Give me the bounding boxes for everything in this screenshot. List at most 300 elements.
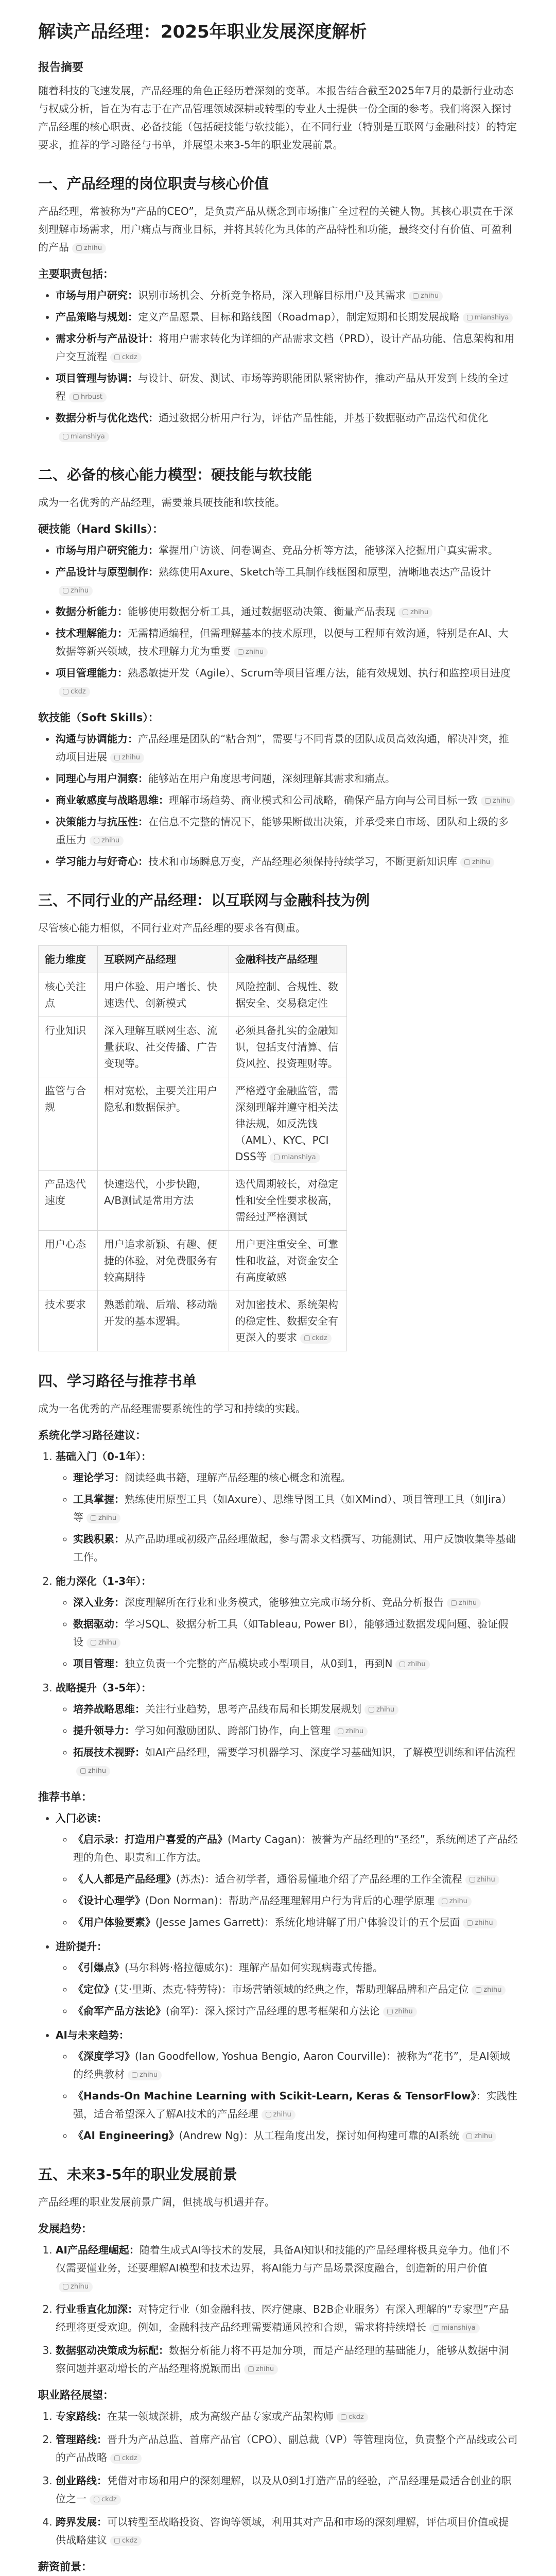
link-icon	[467, 315, 473, 320]
cell-text: 严格遵守金融监管，需深刻理解并遵守相关法律法规，如反洗钱（AML）、KYC、PCI DSS等	[235, 1084, 338, 1163]
item-text: 在信息不完整的情况下，能够果断做出决策，并承受来自市场、团队和上级的多重压力	[56, 816, 509, 846]
trends-list	[38, 2241, 518, 2378]
section-heading-duties: 一、产品经理的岗位职责与核心价值	[38, 175, 269, 192]
stage-item	[73, 1743, 518, 1780]
item-term: 数据分析能力：	[56, 605, 128, 618]
citation-label: ckdz	[71, 687, 86, 696]
stage-item	[73, 1594, 518, 1612]
stage-items	[56, 1469, 518, 1566]
cell-text: 深入理解互联网生态、流量获取、社交传播、广告变现等。	[104, 1024, 217, 1070]
learning-intro: 成为一名优秀的产品经理需要系统性的学习和持续的实践。	[38, 1402, 306, 1415]
table-header-row	[39, 946, 347, 973]
section-heading-industries: 三、不同行业的产品经理：以互联网与金融科技为例	[38, 892, 370, 909]
cell-text: 迭代周期较长，对稳定性和安全性要求极高，需经过严格测试	[235, 1178, 338, 1223]
citation-badge[interactable]	[438, 1896, 472, 1907]
trend-item	[56, 2300, 518, 2336]
citation-badge[interactable]	[69, 392, 107, 402]
soft-skill-item	[56, 791, 518, 809]
link-icon	[114, 2538, 120, 2544]
citation-label: zhihu	[376, 1705, 395, 1714]
book-item	[73, 2047, 518, 2083]
table-row	[39, 1017, 347, 1077]
book-title: 《引爆点》	[73, 1961, 125, 1974]
book-description: (Don Norman)：帮助产品经理理解用户行为背后的心理学原理	[145, 1894, 435, 1907]
item-term: 数据驱动决策成为标配：	[56, 2344, 169, 2357]
citation-label: ckdz	[122, 2454, 137, 2462]
table-cell	[98, 1291, 229, 1351]
book-group-title: 进阶提升：	[56, 1940, 107, 1953]
career-path-item	[56, 2472, 518, 2508]
table-cell	[229, 973, 347, 1017]
link-icon	[63, 588, 68, 594]
citation-badge[interactable]	[86, 1638, 120, 1648]
citation-label: ckdz	[122, 2536, 137, 2545]
stage-item	[73, 1469, 518, 1487]
soft-skills-label: 软技能（Soft Skills）：	[38, 711, 159, 724]
item-term: 数据驱动：	[73, 1618, 125, 1630]
book-item	[73, 2087, 518, 2123]
citation-label: zhihu	[246, 648, 264, 656]
stage-item	[73, 1490, 518, 1527]
hard-skill-item	[56, 603, 518, 621]
citation-badge[interactable]	[300, 1333, 332, 1344]
citation-badge[interactable]	[472, 1985, 506, 1995]
hard-skills-list	[38, 541, 518, 700]
citation-badge[interactable]	[460, 857, 494, 868]
item-term: 市场与用户研究：	[56, 289, 138, 301]
item-text: 识别市场机会、分析竞争格局，深入理解目标用户及其需求	[138, 289, 406, 301]
cell-text: 相对宽松，主要关注用户隐私和数据保护。	[104, 1084, 217, 1113]
item-term: 工具掌握：	[73, 1493, 125, 1505]
citation-label: mianshiya	[281, 1153, 316, 1161]
item-term: 实践积累：	[73, 1533, 125, 1545]
section-heading-outlook: 五、未来3-5年的职业发展前景	[38, 2166, 237, 2183]
link-icon	[63, 2284, 68, 2290]
summary-paragraph: 随着科技的飞速发展，产品经理的角色正经历着深刻的变革。本报告结合截至2025年7月的最新行业动态与权威分析，旨在为有志于在产品管理领域深耕或转型的专业人士提供一份全面的参考。我们将深入探讨产品经理的核心职责、必备技能（包括硬技能与软技能），在不同行业（特别是互联网与金融科技）的特定要求，推荐的学习路径与书单，并展望未来3-5年的职业发展前景。	[38, 84, 517, 151]
table-cell	[98, 973, 229, 1017]
citation-label: zhihu	[71, 2282, 89, 2291]
citation-badge[interactable]	[429, 2323, 480, 2333]
cell-text: 监管与合规	[45, 1084, 86, 1113]
item-term: 创业路线：	[56, 2475, 107, 2487]
item-text: 熟练使用原型工具（如Axure）、思维导图工具（如XMind）、项目管理工具（如Jira）等	[73, 1493, 512, 1523]
link-icon	[91, 1640, 96, 1646]
link-icon	[467, 1920, 473, 1926]
item-term: 商业敏感度与战略思维：	[56, 794, 169, 806]
link-icon	[369, 1707, 374, 1713]
item-text: 如AI产品经理，需要学习机器学习、深度学习基础知识，了解模型训练和评估流程	[145, 1746, 516, 1758]
link-icon	[114, 2455, 120, 2461]
table-cell	[98, 1077, 229, 1171]
citation-badge[interactable]	[463, 313, 513, 323]
book-title: 《用户体验要素》	[73, 1916, 155, 1928]
cell-text: 用户体验、用户增长、快速迭代、创新模式	[104, 980, 217, 1009]
link-icon	[63, 434, 68, 439]
industries-intro: 尽管核心能力相似，不同行业对产品经理的要求各有侧重。	[38, 922, 306, 934]
book-title: 《启示录：打造用户喜爱的产品》	[73, 1833, 228, 1845]
link-icon	[132, 2072, 137, 2078]
item-text: 与设计、研发、测试、市场等跨职能团队紧密协作，推动产品从开发到上线的全过程	[56, 372, 509, 402]
link-icon	[442, 1899, 447, 1904]
book-description: (Jesse James Garrett)：系统化地讲解了用户体验设计的五个层面	[155, 1916, 460, 1928]
table-row	[39, 1291, 347, 1351]
book-title: 《定位》	[73, 1983, 114, 1995]
table-header-cell: 互联网产品经理	[98, 946, 229, 973]
book-item	[73, 1959, 518, 1977]
book-item	[73, 2127, 518, 2145]
link-icon	[238, 649, 244, 655]
citation-badge[interactable]	[90, 836, 124, 846]
item-text: 晋升为产品总监、首席产品官（CPO）、副总裁（VP）等管理岗位，负责整个产品线或公司的产品战略	[56, 2433, 518, 2464]
book-description: ：实践性强，适合希望深入了解AI技术的产品经理	[73, 2090, 517, 2120]
table-cell	[39, 1017, 98, 1077]
stage-item	[73, 1722, 518, 1740]
citation-label: zhihu	[421, 292, 439, 300]
industry-comparison-table	[38, 945, 347, 1351]
citation-label: ckdz	[101, 2495, 117, 2503]
item-term: 行业垂直化加深：	[56, 2303, 138, 2315]
book-groups-list	[38, 1809, 518, 2145]
link-icon	[304, 1335, 310, 1341]
citation-label: ckdz	[312, 1334, 327, 1342]
item-text: 数据分析能力将不再是加分项，而是产品经理的基础能力，能够从数据中洞察问题并驱动增长的产品经理将脱颖而出	[56, 2344, 509, 2375]
citation-label: mianshiya	[71, 432, 105, 440]
table-row	[39, 1171, 347, 1231]
book-item	[73, 2002, 518, 2020]
table-cell	[39, 1231, 98, 1291]
link-icon	[73, 394, 79, 400]
link-icon	[399, 1662, 405, 1667]
book-description: (苏杰)：适合初学者，通俗易懂地介绍了产品经理的工作全流程	[176, 1873, 462, 1885]
table-cell	[229, 1171, 347, 1231]
link-icon	[114, 755, 120, 760]
item-term: 项目管理：	[73, 1657, 125, 1670]
citation-label: zhihu	[256, 2365, 274, 2373]
stage-title: 能力深化（1-3年）：	[56, 1575, 152, 1587]
book-title: 《俞军产品方法论》	[73, 2005, 166, 2017]
book-item	[73, 1913, 518, 1931]
item-text: 无需精通编程，但需理解基本的技术原理，以便与工程师有效沟通，特别是在AI、大数据等新兴领域，技术理解力尤为重要	[56, 627, 509, 657]
section-heading-learning: 四、学习路径与推荐书单	[38, 1372, 197, 1389]
table-cell	[98, 1171, 229, 1231]
book-group-title: 入门必读：	[56, 1812, 107, 1824]
cell-text: 用户更注重安全、可靠性和收益，对资金安全有高度敏感	[235, 1238, 338, 1283]
link-icon	[274, 1155, 280, 1160]
duty-item	[56, 286, 518, 304]
link-icon	[451, 1600, 457, 1606]
link-icon	[387, 2009, 393, 2014]
citation-badge[interactable]	[128, 2070, 162, 2080]
item-text: 熟悉敏捷开发（Agile）、Scrum等项目管理方法，能有效规划、执行和监控项目进度	[128, 667, 511, 679]
stage-item	[73, 1530, 518, 1566]
item-text: 从产品助理或初级产品经理做起，参与需求文档撰写、功能测试、用户反馈收集等基础工作。	[73, 1533, 516, 1563]
book-title: 《设计心理学》	[73, 1894, 145, 1907]
citation-badge[interactable]	[59, 687, 90, 697]
cell-text: 必须具备扎实的金融知识，包括支付清算、信贷风控、投资理财等。	[235, 1024, 338, 1070]
citation-badge[interactable]	[90, 2495, 121, 2505]
table-cell	[98, 1231, 229, 1291]
citation-badge[interactable]	[463, 1918, 497, 1928]
item-term: 管理路线：	[56, 2433, 107, 2446]
duties-text: 产品经理，常被称为“产品的CEO”，是负责产品从概念到市场推广全过程的关键人物。其核心职责在于深刻理解市场需求，用户痛点与商业目标，并将其转化为具体的产品特性和功能，最终交付有价值、可盈利的产品	[38, 205, 513, 253]
hard-skill-item	[56, 541, 518, 560]
career-path-item	[56, 2513, 518, 2549]
book-item	[73, 1980, 518, 1998]
citation-badge[interactable]	[262, 2110, 296, 2120]
duty-item	[56, 308, 518, 326]
item-term: 数据分析与优化迭代：	[56, 412, 159, 424]
book-title: 《深度学习》	[73, 2050, 135, 2062]
item-text: 熟练使用Axure、Sketch等工具制作线框图和原型，清晰地表达产品设计	[159, 566, 491, 578]
citation-badge[interactable]	[447, 1598, 481, 1608]
citation-badge[interactable]	[383, 2007, 417, 2017]
cell-text: 行业知识	[45, 1024, 86, 1037]
item-text: 能够站在用户角度思考问题，深刻理解其需求和痛点。	[148, 772, 395, 785]
citation-label: zhihu	[84, 244, 102, 252]
citation-label: zhihu	[101, 836, 120, 844]
item-term: 产品策略与规划：	[56, 311, 138, 323]
citation-badge[interactable]	[395, 1659, 429, 1670]
citation-badge[interactable]	[59, 586, 93, 596]
item-text: 掌握用户访谈、问卷调查、竞品分析等方法，能够深入挖掘用户真实需求。	[159, 544, 498, 556]
link-icon	[63, 689, 68, 694]
link-icon	[470, 1877, 475, 1883]
citation-label: ckdz	[349, 2413, 364, 2421]
book-title: 《AI Engineering》	[73, 2129, 179, 2142]
item-text: 深度理解所在行业和业务模式，能够独立完成市场分析、竞品分析报告	[125, 1596, 444, 1608]
citation-label: zhihu	[472, 858, 491, 866]
item-text: 可以转型至战略投资、咨询等领域，利用其对产品和市场的深刻理解，评估项目价值或提供战略建议	[56, 2516, 509, 2546]
book-description: (Marty Cagan)：被誉为产品经理的“圣经”，系统阐述了产品经理的角色、职责和工作方法。	[73, 1833, 518, 1863]
link-icon	[80, 1768, 86, 1774]
item-term: 培养战略思维：	[73, 1703, 145, 1715]
item-term: 学习能力与好奇心：	[56, 855, 148, 868]
item-text: 凭借对市场和用户的深刻理解，以及从0到1打造产品的经验，产品经理是最适合创业的职位之一	[56, 2475, 512, 2505]
item-text: 学习SQL、数据分析工具（如Tableau, Power BI），能够通过数据发现问题、验证假设	[73, 1618, 509, 1648]
citation-badge[interactable]	[72, 243, 106, 253]
citation-label: mianshiya	[474, 313, 509, 321]
item-text: 在某一领域深耕，成为高级产品专家或产品架构师	[107, 2410, 334, 2422]
outlook-intro: 产品经理的职业发展前景广阔，但挑战与机遇并存。	[38, 2196, 275, 2208]
cell-text: 风险控制、合规性、数据安全、交易稳定性	[235, 980, 338, 1009]
table-cell	[229, 1291, 347, 1351]
citation-label: zhihu	[477, 1875, 495, 1884]
item-text: 理解市场趋势、商业模式和公司战略，确保产品方向与公司目标一致	[169, 794, 478, 806]
cell-text: 产品迭代速度	[45, 1178, 86, 1207]
citation-label: zhihu	[410, 608, 429, 616]
citation-label: ckdz	[122, 353, 137, 361]
book-item	[73, 1870, 518, 1888]
career-path-item	[56, 2431, 518, 2467]
book-description: (艾·里斯、杰克·特劳特)：市场营销领域的经典之作，帮助理解品牌和产品定位	[114, 1983, 469, 1995]
citation-label: zhihu	[98, 1514, 117, 1522]
citation-badge[interactable]	[364, 1705, 398, 1715]
soft-skills-list	[38, 730, 518, 871]
citation-badge[interactable]	[59, 432, 109, 442]
citation-label: zhihu	[493, 796, 511, 805]
table-row	[39, 1077, 347, 1171]
citation-badge[interactable]	[398, 607, 432, 618]
duties-label: 主要职责包括：	[38, 268, 114, 280]
item-term: 深入业务：	[73, 1596, 125, 1608]
books-label: 推荐书单：	[38, 1791, 92, 1803]
trend-item	[56, 2241, 518, 2295]
table-cell	[229, 1231, 347, 1291]
citation-badge[interactable]	[337, 2412, 368, 2422]
learning-stage	[56, 1448, 518, 1566]
item-text: 学习如何激励团队、跨部门协作，向上管理	[135, 1724, 331, 1737]
table-cell	[39, 973, 98, 1017]
item-term: 项目管理与协调：	[56, 372, 138, 384]
hard-skill-item	[56, 624, 518, 660]
link-icon	[338, 1728, 343, 1734]
table-header-cell: 能力维度	[39, 946, 98, 973]
cell-text: 用户追求新颖、有趣、便捷的体验，对免费服务有较高期待	[104, 1238, 217, 1283]
citation-badge[interactable]	[234, 647, 268, 657]
item-term: 拓展技术视野：	[73, 1746, 145, 1758]
citation-badge[interactable]	[481, 796, 515, 806]
citation-badge[interactable]	[76, 1766, 110, 1776]
citation-label: zhihu	[474, 2132, 493, 2140]
citation-badge[interactable]	[409, 291, 443, 301]
citation-badge[interactable]	[270, 1153, 320, 1163]
link-icon	[433, 2325, 439, 2331]
table-cell	[39, 1291, 98, 1351]
link-icon	[413, 293, 419, 299]
citation-label: zhihu	[98, 1638, 117, 1647]
link-icon	[266, 2112, 271, 2117]
item-term: 专家路线：	[56, 2410, 107, 2422]
citation-badge[interactable]	[244, 2364, 278, 2375]
link-icon	[485, 798, 491, 804]
table-cell	[39, 1171, 98, 1231]
item-text: 定义产品愿景、目标和路线图（Roadmap），制定短期和长期发展战略	[138, 311, 460, 323]
citation-badge[interactable]	[110, 2536, 142, 2546]
item-term: 市场与用户研究能力：	[56, 544, 159, 556]
link-icon	[76, 245, 82, 251]
trend-item	[56, 2342, 518, 2378]
cell-text: 熟悉前端、后端、移动端开发的基本逻辑。	[104, 1298, 217, 1327]
citation-badge[interactable]	[462, 2131, 496, 2142]
book-group-title: AI与未来趋势：	[56, 2029, 129, 2041]
table-cell	[229, 1077, 347, 1171]
book-group	[56, 1809, 518, 1931]
link-icon	[248, 2366, 254, 2372]
citation-badge[interactable]	[110, 2453, 142, 2464]
item-term: 同理心与用户洞察：	[56, 772, 148, 785]
citation-label: zhihu	[122, 753, 141, 761]
career-paths-list	[38, 2408, 518, 2549]
item-term: 理论学习：	[73, 1471, 125, 1484]
book-group	[56, 1938, 518, 2020]
cell-text: 对加密技术、系统架构的稳定性、数据安全有更深入的要求	[235, 1298, 338, 1344]
soft-skill-item	[56, 813, 518, 849]
table-row	[39, 1231, 347, 1291]
citation-label: zhihu	[273, 2110, 291, 2119]
citation-badge[interactable]	[110, 753, 144, 763]
career-path-item	[56, 2408, 518, 2426]
stage-title: 基础入门（0-1年）：	[56, 1450, 152, 1463]
table-body	[39, 973, 347, 1351]
stage-items	[56, 1700, 518, 1780]
citation-label: zhihu	[459, 1599, 477, 1607]
book-items	[56, 1959, 518, 2020]
item-text: 通过数据分析用户行为，评估产品性能，并基于数据驱动产品迭代和优化	[159, 412, 488, 424]
citation-badge[interactable]	[465, 1875, 499, 1885]
salary-label: 薪资前景：	[38, 2561, 92, 2573]
stage-item	[73, 1655, 518, 1673]
item-text: 对特定行业（如金融科技、医疗健康、B2B企业服务）有深入理解的“专家型”产品经理将更受欢迎。例如，金融科技产品经理需要精通风控和合规，需求将持续增长	[56, 2303, 509, 2333]
citation-badge[interactable]	[59, 2282, 93, 2292]
cell-text: 快速迭代，小步快跑，A/B测试是常用方法	[104, 1178, 207, 1207]
link-icon	[91, 1515, 96, 1521]
link-icon	[114, 354, 120, 360]
cell-text: 核心关注点	[45, 980, 86, 1009]
citation-label: mianshiya	[441, 2324, 476, 2332]
hard-skills-label: 硬技能（Hard Skills）：	[38, 523, 164, 535]
learning-stages-list	[38, 1448, 518, 1780]
book-items	[56, 1831, 518, 1931]
citation-label: zhihu	[140, 2071, 158, 2079]
book-description: (Andrew Ng)：从工程角度出发，探讨如何构建可靠的AI系统	[179, 2129, 460, 2142]
book-title: 《人人都是产品经理》	[73, 1873, 176, 1885]
citation-badge[interactable]	[110, 352, 142, 363]
citation-label: zhihu	[407, 1660, 426, 1668]
citation-badge[interactable]	[334, 1726, 368, 1737]
book-description: (俞军)：深入探讨产品经理的思考框架和方法论	[166, 2005, 380, 2017]
link-icon	[341, 2414, 346, 2420]
book-description: (Ian Goodfellow, Yoshua Bengio, Aaron Courville)：被称为“花书”，是AI领域的经典教材	[73, 2050, 510, 2080]
section-heading-skills: 二、必备的核心能力模型：硬技能与软技能	[38, 466, 312, 483]
link-icon	[464, 859, 470, 865]
item-text: 阅读经典书籍，理解产品经理的核心概念和流程。	[125, 1471, 351, 1484]
learning-stage	[56, 1679, 518, 1780]
item-term: AI产品经理崛起：	[56, 2244, 140, 2256]
book-item	[73, 1892, 518, 1910]
book-item	[73, 1831, 518, 1867]
cell-text: 用户心态	[45, 1238, 86, 1250]
item-text: 随着生成式AI等技术的发展，具备AI知识和技能的产品经理将极具竞争力。他们不仅需要懂业务，还要理解AI模型和技术边界，将AI能力与产品场景深度融合，创造新的用户价值	[56, 2244, 510, 2274]
citation-label: zhihu	[88, 1767, 107, 1775]
duty-item	[56, 369, 518, 405]
soft-skill-item	[56, 770, 518, 788]
citation-label: zhihu	[449, 1897, 467, 1905]
citation-label: zhihu	[71, 586, 89, 595]
table-cell	[229, 1017, 347, 1077]
table-cell	[98, 1017, 229, 1077]
book-description: (马尔科姆·格拉德威尔)：理解产品如何实现病毒式传播。	[125, 1961, 383, 1974]
hard-skill-item	[56, 563, 518, 599]
trends-label: 发展趋势：	[38, 2223, 92, 2235]
stage-items	[56, 1594, 518, 1673]
book-group	[56, 2026, 518, 2145]
citation-badge[interactable]	[86, 1513, 120, 1523]
cell-text: 技术要求	[45, 1298, 86, 1311]
stage-item	[73, 1700, 518, 1718]
duty-item	[56, 330, 518, 366]
table-header-cell: 金融科技产品经理	[229, 946, 347, 973]
book-title: 《Hands-On Machine Learning with Scikit-Learn, Keras & TensorFlow》	[73, 2090, 476, 2102]
item-text: 产品经理是团队的“粘合剂”，需要与不同背景的团队成员高效沟通，解决冲突，推动项目进展	[56, 733, 509, 763]
table-row	[39, 973, 347, 1017]
citation-label: zhihu	[475, 1919, 493, 1927]
link-icon	[476, 1987, 481, 1993]
item-term: 需求分析与产品设计：	[56, 332, 159, 345]
link-icon	[403, 609, 408, 615]
link-icon	[466, 2133, 472, 2139]
page-title: 解读产品经理：2025年职业发展深度解析	[38, 22, 367, 42]
item-term: 产品设计与原型制作：	[56, 566, 159, 578]
